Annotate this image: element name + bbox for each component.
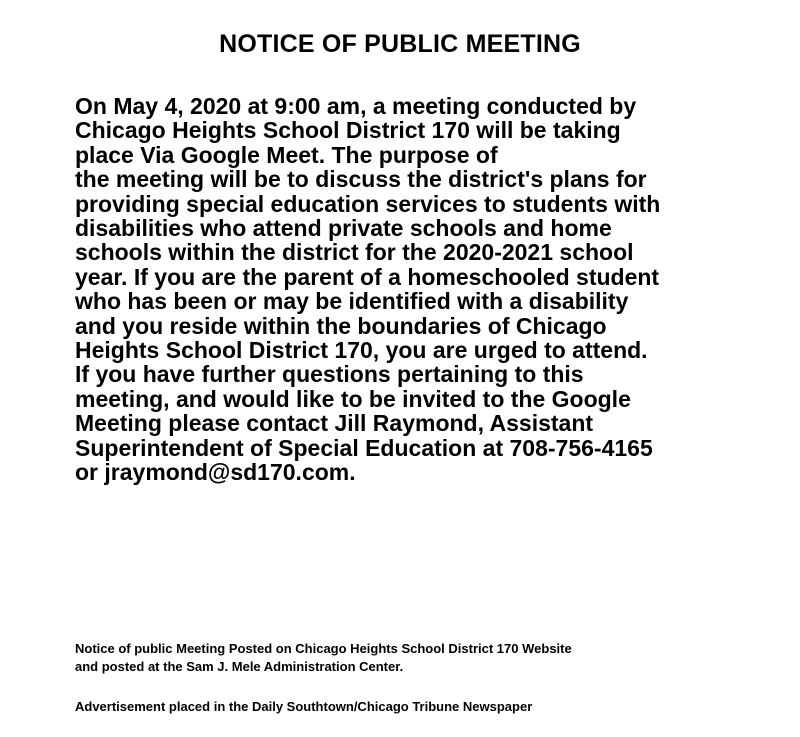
body-line: and you reside within the boundaries of Chicago bbox=[75, 312, 607, 339]
body-line: Superintendent of Special Education at 708-756-4165 bbox=[75, 434, 653, 461]
body-line: Chicago Heights School District 170 will be taking bbox=[75, 117, 621, 144]
advertisement-note: Advertisement placed in the Daily Southtown/Chicago Tribune Newspaper bbox=[75, 699, 533, 714]
body-line: place Via Google Meet. The purpose of bbox=[75, 141, 498, 168]
body-line-email: or jraymond@sd170.com. bbox=[75, 459, 356, 486]
body-line: providing special education services to students with bbox=[75, 190, 661, 217]
body-line: Heights School District 170, you are urged to attend. bbox=[75, 337, 648, 364]
body-line: Meeting please contact Jill Raymond, Assistant bbox=[75, 410, 594, 437]
notice-body bbox=[75, 94, 660, 485]
body-line: If you have further questions pertaining to this bbox=[75, 361, 584, 388]
body-line: meeting, and would like to be invited to the Google bbox=[75, 385, 631, 412]
body-line: who has been or may be identified with a disability bbox=[75, 288, 629, 315]
body-line: schools within the district for the 2020-2021 school bbox=[75, 239, 634, 266]
page-title: NOTICE OF PUBLIC MEETING bbox=[219, 30, 581, 58]
body-line: On May 4, 2020 at 9:00 am, a meeting conducted by bbox=[75, 93, 637, 119]
body-line: year. If you are the parent of a homeschooled student bbox=[75, 263, 660, 290]
posting-note-line-1: Notice of public Meeting Posted on Chicago Heights School District 170 Website bbox=[75, 641, 572, 656]
body-line: disabilities who attend private schools and home bbox=[75, 215, 612, 242]
posting-note-line-2: and posted at the Sam J. Mele Administration Center. bbox=[75, 659, 404, 674]
body-line: the meeting will be to discuss the district's plans for bbox=[75, 166, 647, 193]
